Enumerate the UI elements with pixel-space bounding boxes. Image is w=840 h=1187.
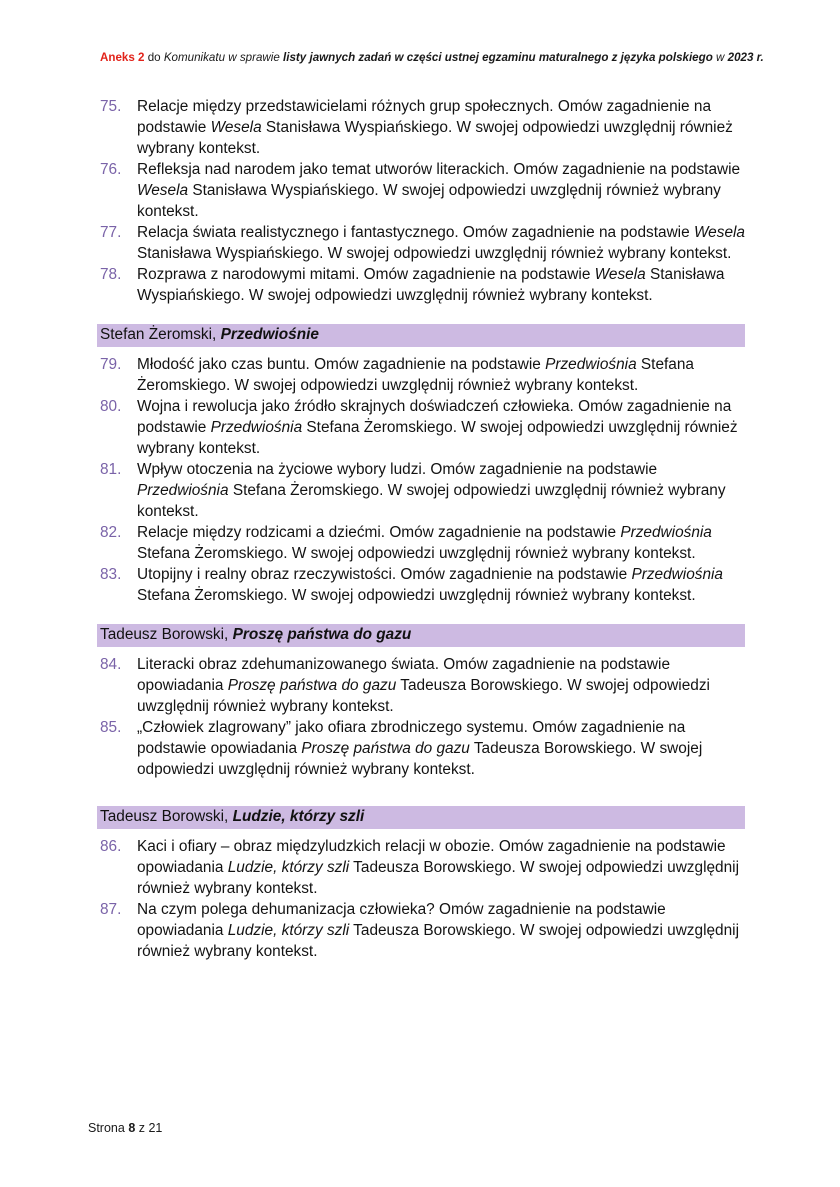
task-item-82 xyxy=(97,522,745,564)
task-number: 79. xyxy=(100,356,122,373)
task-text: Rozprawa z narodowymi mitami. Omów zagadnienie na podstawie Wesela Stanisława Wyspiańskiego. W swojej odpowiedzi uwzględnij również wybrany kontekst. xyxy=(137,266,725,304)
task-item-75 xyxy=(97,96,745,159)
task-text: Wojna i rewolucja jako źródło skrajnych doświadczeń człowieka. Omów zagadnienie na podstawie Przedwiośnia Stefana Żeromskiego. W swojej odpowiedzi uwzględnij również wybrany kontekst. xyxy=(137,398,738,457)
task-item-78 xyxy=(97,264,745,306)
task-item-83 xyxy=(97,564,745,606)
task-text: Kaci i ofiary – obraz międzyludzkich relacji w obozie. Omów zagadnienie na podstawie opowiadania Ludzie, którzy szli Tadeusza Borowskiego. W swojej odpowiedzi uwzględnij również wybrany kontekst. xyxy=(137,838,740,897)
task-number: 83. xyxy=(100,566,122,583)
section-header-borowski-prosze-panstwa: Tadeusz Borowski, Proszę państwa do gazu xyxy=(97,624,745,647)
task-item-81 xyxy=(97,459,745,522)
task-text: Relacje między przedstawicielami różnych grup społecznych. Omów zagadnienie na podstawie Wesela Stanisława Wyspiańskiego. W swojej odpowiedzi uwzględnij również wybrany kontekst. xyxy=(137,98,733,157)
document-header: Aneks 2 do Komunikatu w sprawie listy jawnych zadań w części ustnej egzaminu maturalnego z języka polskiego w 2023 r. xyxy=(100,51,764,64)
task-text: Młodość jako czas buntu. Omów zagadnienie na podstawie Przedwiośnia Stefana Żeromskiego. W swojej odpowiedzi uwzględnij również wybrany kontekst. xyxy=(137,356,694,394)
task-number: 81. xyxy=(100,461,122,478)
task-text: „Człowiek zlagrowany” jako ofiara zbrodniczego systemu. Omów zagadnienie na podstawie opowiadania Proszę państwa do gazu Tadeusza Borowskiego. W swojej odpowiedzi uwzględnij również wybrany kontekst. xyxy=(137,719,703,778)
task-number: 76. xyxy=(100,161,122,178)
task-list xyxy=(97,96,745,962)
task-number: 87. xyxy=(100,901,122,918)
task-number: 80. xyxy=(100,398,122,415)
task-item-85 xyxy=(97,717,745,780)
task-text: Utopijny i realny obraz rzeczywistości. Omów zagadnienie na podstawie Przedwiośnia Stefana Żeromskiego. W swojej odpowiedzi uwzględnij również wybrany kontekst. xyxy=(137,566,723,604)
task-number: 78. xyxy=(100,266,122,283)
task-number: 86. xyxy=(100,838,122,855)
task-item-86 xyxy=(97,836,745,899)
task-text: Literacki obraz zdehumanizowanego świata. Omów zagadnienie na podstawie opowiadania Proszę państwa do gazu Tadeusza Borowskiego. W swojej odpowiedzi uwzględnij również wybrany kontekst. xyxy=(137,656,710,715)
task-text: Relacje między rodzicami a dziećmi. Omów zagadnienie na podstawie Przedwiośnia Stefana Żeromskiego. W swojej odpowiedzi uwzględnij również wybrany kontekst. xyxy=(137,524,712,562)
task-item-87 xyxy=(97,899,745,962)
task-item-79 xyxy=(97,354,745,396)
task-text: Na czym polega dehumanizacja człowieka? Omów zagadnienie na podstawie opowiadania Ludzie, którzy szli Tadeusza Borowskiego. W swojej odpowiedzi uwzględnij również wybrany kontekst. xyxy=(137,901,740,960)
task-number: 84. xyxy=(100,656,122,673)
section-header-borowski-ludzie-ktorzy-szli: Tadeusz Borowski, Ludzie, którzy szli xyxy=(97,806,745,829)
task-item-77 xyxy=(97,222,745,264)
section-header-zeromski-przedwiosnie: Stefan Żeromski, Przedwiośnie xyxy=(97,324,745,347)
task-item-80 xyxy=(97,396,745,459)
task-text: Relacja świata realistycznego i fantastycznego. Omów zagadnienie na podstawie Wesela Stanisława Wyspiańskiego. W swojej odpowiedzi uwzględnij również wybrany kontekst. xyxy=(137,224,745,262)
task-item-76 xyxy=(97,159,745,222)
task-item-84 xyxy=(97,654,745,717)
task-number: 85. xyxy=(100,719,122,736)
task-text: Wpływ otoczenia na życiowe wybory ludzi. Omów zagadnienie na podstawie Przedwiośnia Stefana Żeromskiego. W swojej odpowiedzi uwzględnij również wybrany kontekst. xyxy=(137,461,726,520)
task-number: 75. xyxy=(100,98,122,115)
task-number: 77. xyxy=(100,224,122,241)
page-number: Strona 8 z 21 xyxy=(88,1121,163,1135)
task-number: 82. xyxy=(100,524,122,541)
task-text: Refleksja nad narodem jako temat utworów literackich. Omów zagadnienie na podstawie Wesela Stanisława Wyspiańskiego. W swojej odpowiedzi uwzględnij również wybrany kontekst. xyxy=(137,161,741,220)
